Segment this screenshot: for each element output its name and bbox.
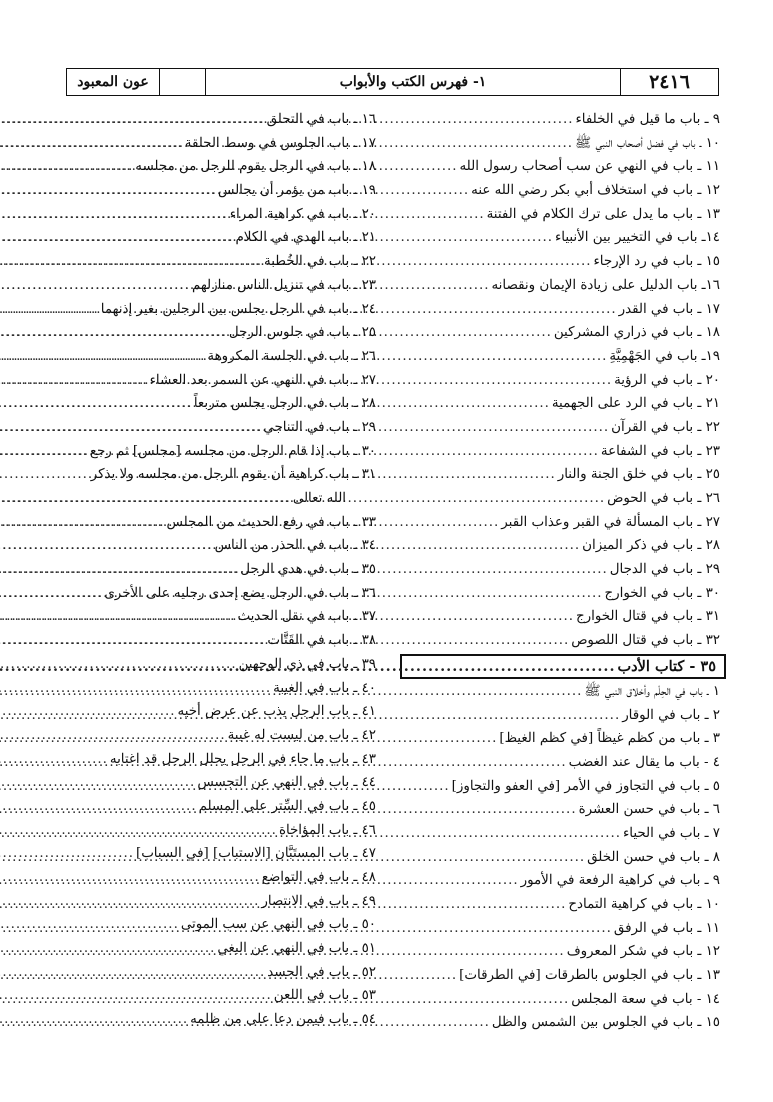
entry-title: ١ ـ باب في الحِلْم وأخلاق النبي ﷺ (584, 683, 720, 699)
toc-entry (66, 984, 376, 1008)
leader-dots (0, 321, 229, 345)
entry-title: ٣٤ ـ باب في الحذر من الناس (214, 538, 376, 554)
entry-title: ١٥ ـ باب في رد الإرجاء (593, 254, 720, 270)
leader-dots (0, 250, 264, 274)
leader-dots (0, 890, 261, 914)
leader-dots (0, 226, 235, 250)
toc-entry (66, 677, 376, 701)
toc-entry (66, 298, 376, 322)
index-column-right (400, 108, 720, 1035)
toc-entry (400, 704, 720, 728)
toc-entry (400, 369, 720, 393)
toc-entry (400, 416, 720, 440)
leader-dots (0, 653, 239, 677)
leader-dots (0, 274, 192, 298)
toc-entry (400, 155, 720, 179)
toc-entry (400, 846, 720, 870)
leader-dots (0, 203, 230, 227)
entry-title: ٣٥ - كتاب الأدب (617, 657, 716, 675)
entry-title: ٤٢ ـ باب من ليست له غيبة (227, 727, 376, 743)
entry-title: ١٣ ـ باب ما يدل على ترك الكلام في الفتنة (486, 206, 720, 222)
entry-title: ١٩ـ باب في الجَهْمِيَّةِ (609, 348, 720, 364)
entry-title: ٤٣ ـ باب ما جاء في الرجل يحلل الرجل قد اغتابه (109, 751, 376, 767)
leader-dots (0, 677, 273, 701)
leader-dots (0, 392, 194, 416)
entry-title: ٣ ـ باب من كظم غيظاً [في كظم الغيظ] (499, 731, 720, 747)
entry-title: ٢٥ ـ باب في جلوس الرجل (228, 325, 376, 341)
entry-title: ١٣ ـ باب في الجلوس بالطرقات [في الطرقات] (459, 968, 720, 984)
toc-entry (66, 179, 376, 203)
leader-dots (0, 700, 178, 724)
entry-title: ٢٠ ـ باب في كراهية المراء (229, 206, 376, 222)
book-heading-row (400, 654, 726, 679)
entry-title: ٣٩ ـ باب في ذي الوجهين (238, 656, 376, 672)
entry-title: الله تعالى (292, 491, 346, 506)
leader-dots (0, 534, 215, 558)
entry-title: ١٤ - باب في سعة المجلس (571, 991, 720, 1007)
toc-entry (66, 321, 376, 345)
toc-entry (400, 775, 720, 799)
toc-entry (66, 155, 376, 179)
toc-entry (400, 940, 720, 964)
entry-title: ٢٦ ـ باب في الجلسة المكروهة (207, 348, 376, 364)
toc-entry (66, 819, 376, 843)
toc-entry (66, 250, 376, 274)
leader-dots (0, 771, 197, 795)
entry-title: ١٠ ـ باب في فضل أصحاب النبي ﷺ (575, 135, 720, 151)
entry-title: ٣١ ـ باب كراهية أن يقوم الرجل من مجلسه ولا يذكر (90, 467, 376, 483)
toc-entry (400, 798, 720, 822)
toc-entry (66, 416, 376, 440)
toc-entry (66, 1008, 376, 1032)
leader-dots (0, 795, 199, 819)
header-blank-cell (159, 69, 205, 95)
entry-title: ١٨ ـ باب في الرجل يقوم للرجل من مجلسه (135, 159, 376, 175)
leader-dots (0, 440, 90, 464)
entry-title: ٥٢ ـ باب في الحسد (267, 964, 376, 980)
entry-title: ٣٧ ـ باب في نقل الحديث (237, 609, 376, 625)
entry-title: ٢٩ ـ باب في التناجي (263, 419, 376, 435)
page-header (66, 68, 719, 96)
toc-entry (400, 917, 720, 941)
entry-title: ٢٦ ـ باب في الحوض (607, 491, 720, 506)
toc-entry (400, 345, 720, 369)
entry-title: ٢٧ ـ باب المسألة في القبر وعذاب القبر (501, 514, 720, 530)
toc-entry (66, 605, 376, 629)
entry-title: ٤١ ـ باب الرجل يذب عن عرض أخيه (177, 704, 376, 720)
entry-title: ١٠ ـ باب في كراهية التمادح (568, 897, 720, 912)
entry-title: ٥٣ ـ باب في اللعن (273, 988, 376, 1004)
toc-entry (400, 582, 720, 606)
entry-title: ٢٠ ـ باب في الرؤية (614, 372, 720, 388)
toc-entry (400, 321, 720, 345)
entry-title: ٣٨ ـ باب في القَتَّات (267, 633, 376, 649)
leader-dots (0, 132, 185, 156)
leader-dots (0, 416, 263, 440)
leader-dots (0, 629, 267, 653)
entry-title: ٦ ـ باب في حسن العشرة (578, 802, 720, 818)
leader-dots (0, 179, 218, 203)
toc-entry (400, 203, 720, 227)
entry-title: ١٢ ـ باب في شكر المعروف (566, 944, 720, 960)
toc-entry (400, 988, 720, 1012)
entry-title: ٢٩ ـ باب في الدجال (609, 562, 720, 578)
leader-dots (0, 866, 262, 890)
toc-entry (400, 274, 720, 298)
toc-entry (66, 534, 376, 558)
entry-title: ٩ ـ باب ما قيل في الخلفاء (575, 112, 720, 127)
entry-title: ٣٣ ـ باب في رفع الحديث من المجلس (166, 514, 376, 530)
leader-dots (0, 487, 293, 511)
entry-title: ٧ ـ باب في الحياء (623, 825, 720, 841)
entry-title: ٥١ ـ باب في النهي عن البغي (217, 941, 376, 957)
toc-entry (400, 298, 720, 322)
toc-entry (66, 511, 376, 535)
book-title: عون المعبود (77, 74, 149, 90)
toc-entry (400, 822, 720, 846)
entry-title: ٥٤ ـ باب فيمن دعا على من ظلمه (190, 1012, 376, 1028)
leader-dots (0, 108, 267, 132)
entry-title: ٢ ـ باب في الوقار (622, 707, 720, 723)
leader-dots (0, 605, 237, 629)
entry-title: ٤٥ ـ باب في السِّتر على المسلم (198, 798, 376, 814)
leader-dots (0, 819, 279, 843)
toc-entry (66, 866, 376, 890)
leader-dots (0, 748, 110, 772)
entry-title: ١٩ ـ باب من يؤمر أن يجالس (218, 183, 376, 199)
entry-title: ٣١ ـ باب في قتال الخوارج (575, 609, 720, 625)
toc-entry (400, 751, 720, 775)
entry-title: ٢١ ـ باب الهدي في الكلام (235, 230, 376, 246)
entry-title: ٣٠ ـ باب إذا قام الرجل من مجلسه [مجلس] ثم رجع (89, 443, 376, 459)
entry-title: ٢٨ ـ باب في الرجل يجلس متربعاً (193, 396, 376, 412)
toc-entry (66, 937, 376, 961)
toc-entry (400, 605, 720, 629)
entry-title: ٢١ ـ باب في الرد على الجهمية (551, 396, 720, 412)
toc-entry (66, 108, 376, 132)
toc-entry (66, 582, 376, 606)
leader-dots (0, 369, 150, 393)
entry-title: ٤٤ ـ باب في النهي عن التجسس (197, 775, 376, 791)
leader-dots (0, 842, 136, 866)
leader-dots (0, 913, 181, 937)
toc-entry (66, 463, 376, 487)
entry-title: ٣٢ ـ باب في قتال اللصوص (571, 633, 720, 649)
toc-entry (400, 132, 720, 156)
index-column-left (66, 108, 376, 1032)
entry-title: ٤ - باب ما يقال عند الغضب (568, 754, 720, 770)
entry-title: ٢٥ ـ باب في خلق الجنة والنار (557, 467, 720, 483)
toc-entry (400, 1011, 720, 1035)
toc-entry (66, 345, 376, 369)
leader-dots (0, 1008, 190, 1032)
entry-title: ١٧ ـ باب الجلوس في وسط الحلقة (184, 135, 376, 151)
toc-entry (400, 108, 720, 132)
toc-entry (400, 392, 720, 416)
entry-title: ٢٨ ـ باب في ذكر الميزان (582, 538, 720, 554)
toc-entry (66, 440, 376, 464)
toc-entry (66, 653, 376, 677)
leader-dots (0, 961, 267, 985)
entry-title: ٢٣ ـ باب في الشفاعة (600, 443, 720, 459)
toc-entry (400, 727, 720, 751)
entry-title: ٥٠ ـ باب في النهي عن سب الموتى (180, 917, 376, 933)
toc-entry (66, 961, 376, 985)
entry-title: ٥ ـ باب في التجاوز في الأمر [في العفو والتجاوز] (451, 778, 720, 794)
toc-entry (66, 842, 376, 866)
entry-title: ٣٥ ـ باب في هدي الرجل (240, 562, 376, 578)
leader-dots (0, 298, 101, 322)
toc-entry (66, 392, 376, 416)
toc-entry (400, 463, 720, 487)
leader-dots (0, 937, 217, 961)
entry-title: ٣٠ ـ باب في الخوارج (604, 585, 720, 601)
toc-entry (66, 913, 376, 937)
toc-entry (400, 511, 720, 535)
entry-title: ٤٠ ـ باب في الغيبة (273, 680, 376, 696)
entry-title: ١٤ـ باب في التخيير بين الأنبياء (554, 230, 720, 246)
leader-dots (0, 511, 167, 535)
leader-dots (0, 582, 104, 606)
toc-entry (66, 369, 376, 393)
entry-title: ٣٦ ـ باب في الرجل يضع إحدى رجليه على الأخرى (104, 585, 376, 601)
toc-entry (400, 869, 720, 893)
leader-dots (0, 724, 228, 748)
entry-title: ١٨ ـ باب في ذراري المشركين (553, 325, 720, 341)
entry-title: ١١ ـ باب في الرفق (613, 920, 720, 936)
toc-entry (400, 964, 720, 988)
leader-dots (0, 984, 274, 1008)
toc-entry (400, 226, 720, 250)
toc-entry (66, 226, 376, 250)
section-title: ١- فهرس الكتب والأبواب (205, 69, 620, 95)
entry-title: ٩ ـ باب في كراهية الرفعة في الأمور (520, 873, 720, 889)
entry-title: ١٧ ـ باب في القدر (618, 301, 720, 317)
toc-entry (66, 748, 376, 772)
entry-title: ١٥ ـ باب في الجلوس بين الشمس والظل (491, 1015, 720, 1031)
toc-entry (66, 771, 376, 795)
toc-entry (66, 132, 376, 156)
entry-title: ١٦ ـ باب في التحلق (266, 112, 376, 127)
entry-title: ٢٢ ـ باب في القرآن (611, 419, 720, 435)
toc-entry (66, 203, 376, 227)
entry-title: ٤٨ ـ باب في التواضع (261, 870, 376, 885)
toc-entry (66, 724, 376, 748)
toc-entry (400, 680, 720, 704)
entry-title: ٤٩ ـ باب في الانتصار (261, 893, 376, 909)
toc-entry (400, 629, 720, 653)
entry-title: ٤٧ ـ باب المستَبَّان [الاستباب] [في السباب] (135, 846, 376, 862)
entry-title: ٢٤ ـ باب في الرجل يجلس بين الرجلين بغير إذنهما (100, 301, 376, 317)
leader-dots (0, 345, 207, 369)
toc-entry (400, 250, 720, 274)
entry-title: ٢٧ ـ باب في النهي عن السمر بعد العشاء (149, 372, 376, 388)
toc-entry (66, 890, 376, 914)
toc-entry (66, 700, 376, 724)
entry-title: ١٦ـ باب الدليل على زيادة الإيمان ونقصانه (491, 277, 720, 293)
entry-title: ١٢ ـ باب في استخلاف أبي بكر رضي الله عنه (471, 183, 720, 199)
leader-dots (0, 155, 135, 179)
toc-entry (66, 795, 376, 819)
toc-entry (66, 487, 376, 511)
page-number: ٢٤١٦ (620, 69, 718, 95)
entry-title: ١١ ـ باب في النهي عن سب أصحاب رسول الله (459, 159, 720, 175)
leader-dots (0, 558, 240, 582)
toc-entry (66, 558, 376, 582)
toc-entry (66, 274, 376, 298)
entry-title: ٢٣ ـ باب في تنزيل الناس منازلهم (191, 277, 376, 293)
toc-entry (400, 893, 720, 917)
toc-entry (400, 534, 720, 558)
toc-entry (66, 629, 376, 653)
entry-title: ٢٢ ـ باب في الخُطبة (264, 254, 376, 270)
toc-entry (400, 440, 720, 464)
entry-title: ٤٦ ـ باب المؤاخاة (278, 822, 376, 838)
entry-title: ٨ ـ باب في حسن الخلق (587, 849, 720, 865)
toc-entry (400, 558, 720, 582)
toc-entry (400, 487, 720, 511)
toc-entry (400, 179, 720, 203)
